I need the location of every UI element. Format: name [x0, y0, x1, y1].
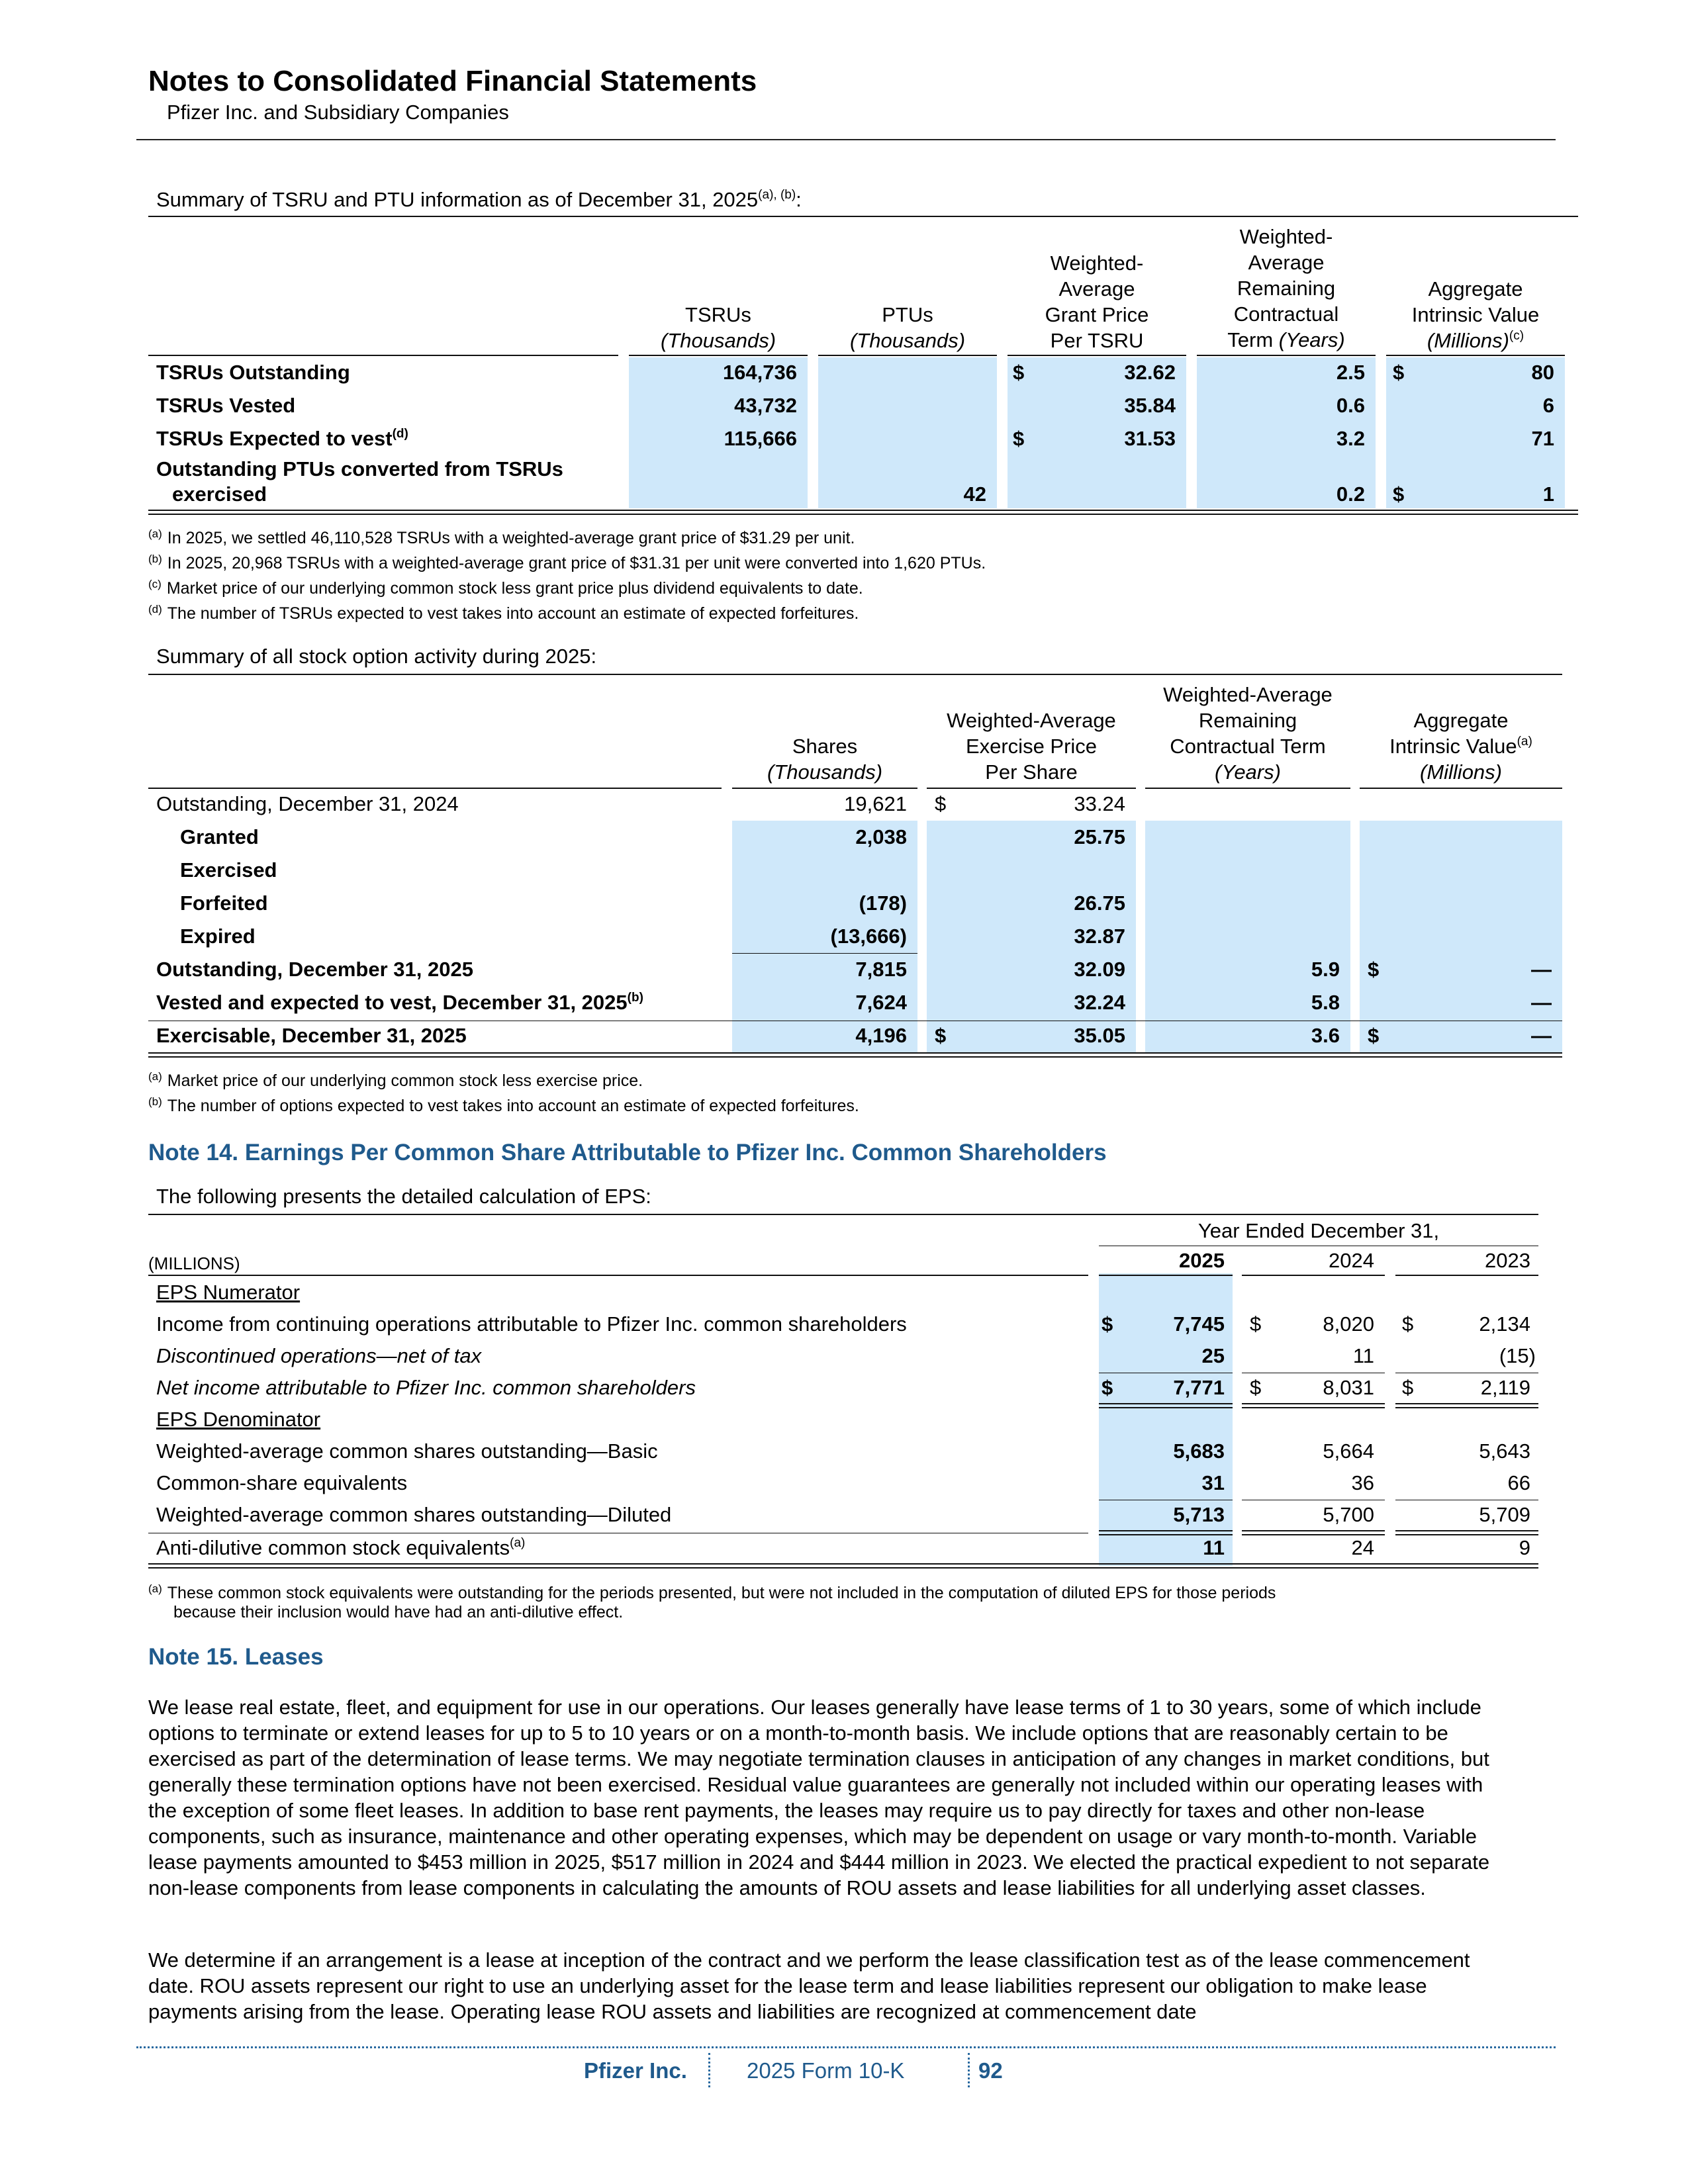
footnote: $^{(b)}$ In 2025, 20,968 TSRUs with a weighted-average grant price of $31.31 per unit were converted into 1,620 PTUs. — [148, 553, 986, 572]
dollar-sign: $ — [935, 1024, 947, 1047]
year-2025: 2025 — [1179, 1249, 1225, 1272]
header-underline — [1197, 355, 1376, 356]
cell-2023: 2,119 — [1480, 1376, 1530, 1399]
total-rule — [1242, 1530, 1385, 1535]
leases-paragraph-2: We determine if an arrangement is a lease at inception of the contract and we perform the lease classification test as of the lease commencement date. ROU assets represent our right to use an underlying asset for the lease term and lease liabilities represent our obligation to make lease payments arising from the lease. Operating lease ROU assets and liabilities are recognized at commencement date — [148, 1948, 1470, 2023]
cell-2024: 8,020 — [1323, 1312, 1374, 1336]
header-underline — [732, 788, 917, 789]
row-label: TSRUs Expected to vest$^{(d)}$ — [156, 427, 408, 450]
cell-2024: 11 — [1352, 1344, 1374, 1367]
row-label: Exercised — [180, 858, 277, 882]
tsru-caption: Summary of TSRU and PTU information as of December 31, $2025^{(a), (b)}$: — [156, 188, 802, 211]
cell-2023: 2,134 — [1479, 1312, 1530, 1336]
row-label: Expired — [180, 925, 256, 948]
dollar-sign: $ — [1013, 427, 1025, 450]
cell-shares: (178) — [859, 891, 907, 915]
cell-2025: 5,683 — [1173, 1439, 1225, 1463]
cell-shares: 7,815 — [855, 958, 907, 981]
footnote-continued: because their inclusion would have had an anti-dilutive effect. — [173, 1603, 624, 1621]
dollar-sign: $ — [1250, 1376, 1262, 1399]
grant-price-col-header: Weighted- Average Grant Price Per TSRU — [1045, 251, 1149, 352]
header-underline — [1145, 788, 1350, 789]
cell-price: 32.62 — [1124, 361, 1176, 384]
cell-value: — — [1531, 1024, 1552, 1047]
page-number: 92 — [978, 2058, 1003, 2083]
year-2024: 2024 — [1329, 1249, 1374, 1272]
option-term-col-header: Weighted-Average Remaining Contractual Term (Years) — [1163, 683, 1333, 784]
leases-paragraph-1: We lease real estate, fleet, and equipment for use in our operations. Our leases generally have lease terms of 1 to 30 years, some of which include options to terminate or extend leases for up to 5 to 10 years or on a month-to-month basis. We include options that are reasonably certain to be exercised as part of the determination of lease terms. We may negotiate termination clauses in anticipation of any changes in market conditions, but generally these termination options have not been exercised. Residual value guarantees are generally not included within our operating leases with the exception of some fleet leases. In addition to base rent payments, the leases may require us to pay directly for taxes and other non-lease components, such as insurance, maintenance and other operating expenses, which may be dependent on usage or vary month-to-month. Variable lease payments amounted to $453 million in 2025, $517 million in 2024 and $444 million in 2023. We elected the practical expedient to not separate non-lease components from lease components in calculating the amounts of ROU assets and lease liabilities for all underlying asset classes. — [148, 1696, 1490, 1899]
cell-2024: 36 — [1351, 1471, 1374, 1494]
total-rule — [1099, 1530, 1233, 1535]
header-underline — [1008, 355, 1186, 356]
total-rule — [1242, 1403, 1385, 1408]
ptu-col-header: PTUs (Thousands) — [849, 303, 966, 352]
header-underline — [148, 788, 722, 789]
cell-price: 31.53 — [1124, 427, 1176, 450]
total-rule — [1395, 1530, 1538, 1535]
header-underline — [148, 1275, 1088, 1276]
dollar-sign: $ — [1393, 361, 1405, 384]
cell-value: 80 — [1531, 361, 1554, 384]
footnote: $^{(a)}$ These common stock equivalents were outstanding for the periods presented, but were not included in the computation of diluted EPS for those periods — [148, 1582, 1276, 1602]
footer-form: 2025 Form 10-K — [747, 2058, 905, 2083]
cell-shares: (13,666) — [830, 925, 907, 948]
eps-denominator-label: EPS Denominator — [156, 1408, 321, 1431]
exercise-price-col-header: Weighted-Average Exercise Price Per Share — [947, 709, 1116, 784]
dollar-sign: $ — [1102, 1312, 1113, 1336]
eps-top-rule — [148, 1214, 1538, 1215]
note-14-title: Note 14. Earnings Per Common Share Attributable to Pfizer Inc. Common Shareholders — [148, 1140, 1107, 1165]
cell-price: 32.09 — [1074, 958, 1125, 981]
cell-shares: 19,621 — [844, 792, 907, 815]
cell-term: 0.2 — [1336, 482, 1365, 506]
cell-price: 35.05 — [1074, 1024, 1125, 1047]
header-underline — [629, 355, 808, 356]
options-top-rule — [148, 674, 1562, 675]
footnote: $^{(d)}$ The number of TSRUs expected to vest takes into account an estimate of expected forfeitures. — [148, 603, 859, 623]
table-bottom-rule — [148, 1563, 1538, 1569]
cell-2024: 5,700 — [1323, 1503, 1374, 1526]
cell-2023: 5,643 — [1479, 1439, 1530, 1463]
options-shade-col — [1360, 821, 1562, 1052]
footer-separator — [968, 2053, 970, 2087]
tsru-col-header: TSRUs (Thousands) — [660, 303, 776, 352]
cell-2024: 8,031 — [1323, 1376, 1374, 1399]
cell-term: 3.6 — [1311, 1024, 1340, 1047]
shares-col-header: Shares (Thousands) — [767, 735, 883, 784]
cell-ptus: 42 — [963, 482, 986, 506]
cell-2025: 31 — [1201, 1471, 1225, 1494]
cell-tsrus: 115,666 — [724, 427, 797, 450]
row-label: Outstanding, December 31, 2024 — [156, 792, 459, 815]
total-rule — [1395, 1403, 1538, 1408]
footer-rule — [136, 2046, 1556, 2048]
cell-2023: (15) — [1499, 1344, 1536, 1367]
cell-price: 33.24 — [1074, 792, 1125, 815]
row-label: TSRUs Outstanding — [156, 361, 350, 384]
row-label: Income from continuing operations attributable to Pfizer Inc. common shareholders — [156, 1312, 907, 1336]
year-header: Year Ended December 31, — [1197, 1219, 1440, 1242]
cell-term: 3.2 — [1336, 427, 1365, 450]
cell-2024: 5,664 — [1323, 1439, 1374, 1463]
cell-term: 0.6 — [1336, 394, 1365, 417]
row-label-continued: exercised — [172, 482, 267, 506]
cell-term: 5.9 — [1311, 958, 1340, 981]
cell-price: 25.75 — [1074, 825, 1125, 848]
page-subtitle: Pfizer Inc. and Subsidiary Companies — [167, 101, 509, 124]
header-underline — [1242, 1275, 1385, 1276]
cell-2023: 5,709 — [1479, 1503, 1530, 1526]
dollar-sign: $ — [1402, 1376, 1414, 1399]
cell-price: 32.24 — [1074, 991, 1125, 1014]
table-bottom-rule — [148, 510, 1578, 515]
cell-shares: 2,038 — [855, 825, 907, 848]
footnote: $^{(a)}$ Market price of our underlying common stock less exercise price. — [148, 1070, 643, 1090]
row-label: Vested and expected to vest, December 31, 2025$^{(b)}$ — [156, 991, 643, 1014]
cell-value: 71 — [1531, 427, 1554, 450]
dollar-sign: $ — [1393, 482, 1405, 506]
unit-label: (MILLIONS) — [148, 1253, 240, 1273]
dollar-sign: $ — [1368, 1024, 1380, 1047]
footer-separator — [708, 2053, 710, 2087]
dollar-sign: $ — [1402, 1312, 1414, 1336]
intrinsic-value-col-header: Aggregate Intrinsic Value (Millions)$^{(c)}$ — [1411, 277, 1540, 352]
row-label: Outstanding, December 31, 2025 — [156, 958, 473, 981]
header-underline — [818, 355, 997, 356]
cell-term: 5.8 — [1311, 991, 1340, 1014]
cell-2025: 5,713 — [1173, 1503, 1225, 1526]
options-caption: Summary of all stock option activity during 2025: — [156, 645, 597, 668]
row-label: Weighted-average common shares outstanding—Diluted — [156, 1503, 672, 1526]
cell-price: 35.84 — [1124, 394, 1176, 417]
cell-tsrus: 164,736 — [722, 361, 797, 384]
footer-company: Pfizer Inc. — [584, 2058, 687, 2083]
total-rule — [1099, 1403, 1233, 1408]
header-underline — [1386, 355, 1565, 356]
cell-term: 2.5 — [1336, 361, 1365, 384]
row-label: Outstanding PTUs converted from TSRUs — [156, 457, 563, 480]
cell-2024: 24 — [1351, 1536, 1374, 1559]
cell-shares: 4,196 — [855, 1024, 907, 1047]
row-label: Common-share equivalents — [156, 1471, 408, 1494]
row-label: Weighted-average common shares outstanding—Basic — [156, 1439, 658, 1463]
row-label: Net income attributable to Pfizer Inc. common shareholders — [156, 1376, 696, 1399]
header-rule — [136, 139, 1556, 140]
option-value-col-header: Aggregate Intrinsic Value$^{(a)}$ (Millions) — [1389, 709, 1532, 784]
row-label: Exercisable, December 31, 2025 — [156, 1024, 467, 1047]
dollar-sign: $ — [1102, 1376, 1113, 1399]
footnote: $^{(b)}$ The number of options expected to vest takes into account an estimate of expected forfeitures. — [148, 1095, 859, 1115]
row-label: Discontinued operations—net of tax — [156, 1344, 482, 1367]
row-label: TSRUs Vested — [156, 394, 296, 417]
dollar-sign: $ — [1013, 361, 1025, 384]
cell-price: 26.75 — [1074, 891, 1125, 915]
year-2023: 2023 — [1485, 1249, 1530, 1272]
table-bottom-rule — [148, 1052, 1562, 1058]
cell-2023: 9 — [1519, 1536, 1530, 1559]
cell-value: 6 — [1542, 394, 1554, 417]
cell-value: — — [1531, 958, 1552, 981]
cell-tsrus: 43,732 — [734, 394, 797, 417]
header-underline — [1395, 1275, 1538, 1276]
footnote: $^{(a)}$ In 2025, we settled 46,110,528 TSRUs with a weighted-average grant price of $31.29 per unit. — [148, 527, 855, 547]
dollar-sign: $ — [1250, 1312, 1262, 1336]
header-underline — [1360, 788, 1562, 789]
cell-2025: 7,771 — [1173, 1376, 1225, 1399]
cell-value: — — [1531, 991, 1552, 1014]
cell-2023: 66 — [1507, 1471, 1530, 1494]
header-underline — [1099, 1275, 1233, 1276]
row-label: Anti-dilutive common stock equivalents$^{(a)}$ — [156, 1536, 526, 1559]
options-shade-col — [1145, 821, 1350, 1052]
note-15-title: Note 15. Leases — [148, 1644, 324, 1670]
cell-shares: 7,624 — [855, 991, 907, 1014]
page-title: Notes to Consolidated Financial Statements — [148, 65, 757, 97]
cell-price: 32.87 — [1074, 925, 1125, 948]
row-label: Granted — [180, 825, 259, 848]
dollar-sign: $ — [1368, 958, 1380, 981]
cell-2025: 11 — [1203, 1536, 1225, 1559]
page-header — [148, 64, 757, 126]
cell-2025: 7,745 — [1173, 1312, 1225, 1336]
cell-2025: 25 — [1201, 1344, 1225, 1367]
tsru-top-rule — [148, 216, 1578, 217]
remaining-term-col-header: Weighted- Average Remaining Contractual Term (Years) — [1227, 225, 1345, 351]
header-underline — [927, 788, 1136, 789]
eps-numerator-label: EPS Numerator — [156, 1281, 301, 1304]
subtotal-rule — [732, 953, 917, 954]
dollar-sign: $ — [935, 792, 947, 815]
footnote: $^{(c)}$ Market price of our underlying common stock less grant price plus dividend equivalents to date. — [148, 578, 863, 598]
header-underline — [148, 355, 618, 356]
eps-caption: The following presents the detailed calculation of EPS: — [156, 1185, 651, 1208]
row-label: Forfeited — [180, 891, 268, 915]
cell-value: 1 — [1542, 482, 1554, 506]
